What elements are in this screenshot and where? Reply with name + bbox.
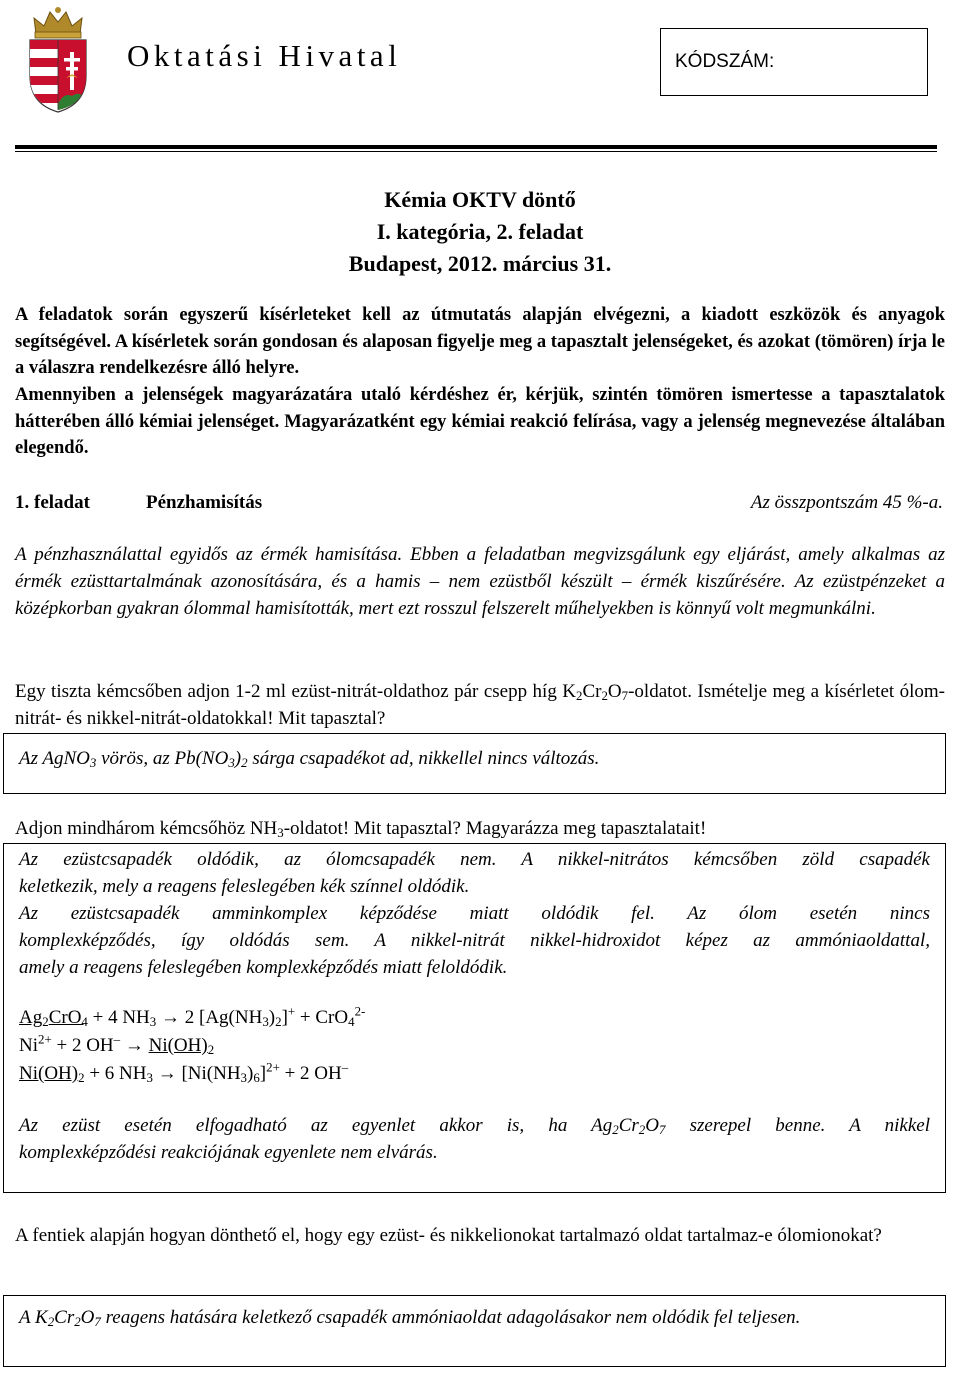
instructions-paragraph-1 [15, 302, 945, 382]
eq1-close: ) [268, 1007, 276, 1028]
a1-sub-3b: 3 [228, 755, 235, 771]
title-line-1: Kémia OKTV döntő [384, 187, 576, 212]
instructions-paragraph-2: Amennyiben a jelenségek magyarázatára utaló kérdéshez ér, kérjük, szintén tömören ismertesse a tapasztalatok hátterében álló kémiai jelenséget. Magyarázatként egy kémiai reakció felírása, vagy a jelenség megnevezése általában elegendő. [15, 385, 945, 459]
q1-sub-2: 2 [576, 688, 583, 704]
code-label: KÓDSZÁM: [675, 51, 775, 72]
a2-note-a: Az ezüst esetén elfogadható az egyenlet akkor is, ha Ag [19, 1115, 613, 1136]
eq1-plus-cro: + CrO [295, 1007, 349, 1028]
eq2-sup-minus: – [113, 1031, 121, 1047]
eq3-sub-6: 6 [253, 1070, 260, 1086]
title-line-2: I. kategória, 2. feladat [376, 219, 584, 244]
eq1-sub-3: 3 [149, 1014, 157, 1030]
a1-text-c: ) [234, 748, 242, 769]
a2-line-5: amely a reagens feleslegében komplexképződés miatt feloldódik. [19, 957, 508, 978]
eq3-sup-charge: 2+ [266, 1059, 280, 1075]
instructions-text-1: A feladatok során egyszerű kísérleteket kell az útmutatás alapján elvégezni, a kiadott eszközök és anyagok segítségével. A kísérletek során gondosan és alaposan figyelje meg a tapasztalt jelenségeket, és azokat (tömören) írja le a válaszra rendelkezésre álló helyre. [15, 305, 945, 379]
eq3-prod: Ni(OH) [19, 1063, 79, 1084]
eq2-prod: Ni(OH) [148, 1035, 208, 1056]
a2-note-sub-2: 2 [612, 1122, 619, 1138]
a2-note-c: O [645, 1115, 659, 1136]
a2-line-2: keletkezik, mely a reagens feleslegében kék színnel oldódik. [19, 876, 470, 897]
q2-text-a: Adjon mindhárom kémcsőhöz NH [15, 818, 278, 839]
a2-note-line-1 [19, 1112, 930, 1139]
equation-3 [19, 1060, 930, 1088]
a2-line-1: Az ezüstcsapadék oldódik, az ólomcsapadék nem. A nikkel-nitrátos kémcsőben zöld csapadék [19, 849, 930, 870]
eq2-arrow: → [120, 1035, 149, 1056]
header-rule-thick [15, 145, 937, 149]
a2-note-sub-7: 7 [658, 1122, 666, 1138]
a3-text-a: A K [19, 1307, 48, 1328]
eq1-sup-plus: + [287, 1003, 296, 1019]
eq3-sub-2: 2 [78, 1070, 85, 1086]
answer-box-3 [3, 1295, 946, 1367]
a1-text-a: Az AgNO [19, 748, 90, 769]
task-heading [15, 490, 945, 516]
a3-sub-7: 7 [94, 1314, 101, 1330]
eq3-sup-minus: – [341, 1059, 349, 1075]
eq3-arrow: → [Ni(NH [152, 1063, 241, 1084]
task-intro: A pénzhasználattal egyidős az érmék hamisítása. Ebben a feladatban megvizsgálunk egy eljárást, amely alkalmas az érmék ezüsttartalmának azonosítására, és a hamis – nem ezüstből készült – érmék kiszűrésére. Az ezüstpénzeket a középkorban gyakran ólommal hamisították, mert ezt rosszul felszerelt műhelyekben is könnyű volt megmunkálni. [15, 544, 945, 619]
a2-note-b: Cr [618, 1115, 639, 1136]
a2-line-3: Az ezüstcsapadék amminkomplex képződése miatt oldódik fel. Az ólom esetén nincs [19, 903, 930, 924]
a2-note-sub-2b: 2 [638, 1122, 646, 1138]
a3-sub-2b: 2 [74, 1314, 81, 1330]
eq1-arrow: → 2 [Ag(NH [156, 1007, 263, 1028]
task-score: Az összpontszám 45 %-a. [750, 492, 943, 513]
eq1-sup-charge: 2- [354, 1003, 366, 1019]
a2-line-4: komplexképződés, így oldódás sem. A nikkel-nitrát nikkel-hidroxidot képez az ammóniaoldattal, [19, 930, 930, 951]
eq1-bracket: ] [281, 1007, 288, 1028]
a3-text-c: O [80, 1307, 95, 1328]
q1-sub-7: 7 [621, 688, 629, 704]
question-3: A fentiek alapján hogyan dönthető el, hogy egy ezüst- és nikkelionokat tartalmazó oldat tartalmaz-e ólomionokat? [15, 1225, 882, 1246]
a1-sub-2: 2 [241, 755, 248, 771]
coat-of-arms-logo [22, 4, 94, 114]
title-line-3: Budapest, 2012. március 31. [348, 251, 612, 276]
eq1-sub-4b: 4 [348, 1014, 355, 1030]
q1-text-c: O [607, 681, 622, 702]
code-box [660, 28, 928, 96]
eq1-cro: CrO [48, 1007, 82, 1028]
a3-text-d: reagens hatására keletkező csapadék ammóniaoldat adagolásakor nem oldódik fel teljesen. [100, 1307, 801, 1328]
eq3-sub-3b: 3 [240, 1070, 247, 1086]
a3-sub-2: 2 [47, 1314, 55, 1330]
question-2 [15, 816, 945, 842]
q1-text-a: Egy tiszta kémcsőben adjon 1-2 ml ezüst-nitrát-oldathoz pár csepp híg K [15, 681, 576, 702]
eq1-sub-2: 2 [42, 1014, 49, 1030]
q1-text-b: Cr [582, 681, 602, 702]
eq2-sup-charge: 2+ [38, 1031, 52, 1047]
answer-box-2 [3, 843, 946, 1193]
eq2-sub-2: 2 [207, 1042, 215, 1058]
q1-text-d: -oldatot. Ismételje meg a kísérletet ólom-nitrát- és nikkel-nitrát-oldatokkal! Mit tapasztal? [15, 681, 945, 729]
eq1-sub-4: 4 [81, 1014, 88, 1030]
eq3-close: ) [247, 1063, 254, 1084]
task-name: Pénzhamisítás [146, 492, 263, 513]
eq1-ag: Ag [19, 1007, 43, 1028]
a2-note-d: szerepel benne. A nikkel [665, 1115, 931, 1136]
eq2-ni: Ni [19, 1035, 38, 1056]
answer-1 [19, 746, 930, 772]
eq3-tail: + 2 OH [279, 1063, 342, 1084]
a1-text-d: sárga csapadékot ad, nikkellel nincs változás. [247, 748, 600, 769]
q2-text-b: -oldatot! Mit tapasztal? Magyarázza meg tapasztalatait! [283, 818, 707, 839]
eq2-mid: + 2 OH [51, 1035, 114, 1056]
eq1-sub-2b: 2 [275, 1014, 282, 1030]
eq3-plus: + 6 NH [84, 1063, 147, 1084]
answer-3 [19, 1304, 930, 1331]
eq3-bracket: ] [259, 1063, 267, 1084]
eq3-sub-3: 3 [146, 1070, 153, 1086]
eq1-sub-3b: 3 [262, 1014, 269, 1030]
equation-2 [19, 1032, 930, 1060]
a3-text-b: Cr [54, 1307, 75, 1328]
eq1-plus-nh: + 4 NH [87, 1007, 150, 1028]
a2-note-line-2: komplexképződési reakciójának egyenlete nem elvárás. [19, 1142, 438, 1163]
answer-box-1 [3, 733, 946, 794]
q2-sub-3: 3 [277, 825, 284, 841]
q1-sub-2b: 2 [601, 688, 608, 704]
a1-sub-3: 3 [89, 755, 97, 771]
a1-text-b: vörös, az Pb(NO [96, 748, 229, 769]
organization-name: Oktatási Hivatal [127, 38, 402, 73]
question-1 [15, 678, 945, 732]
header-rule-thin [15, 151, 937, 152]
equation-1 [19, 1004, 930, 1032]
task-number: 1. feladat [15, 492, 90, 513]
